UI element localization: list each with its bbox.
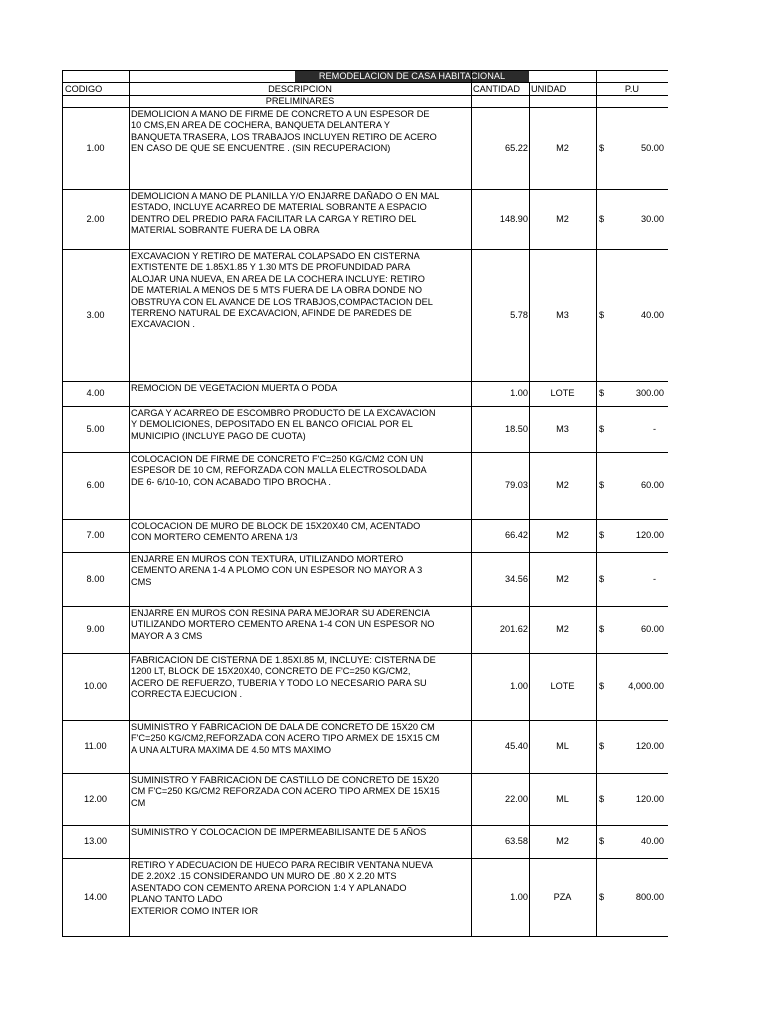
row-unit-price: 120.00 [635, 741, 664, 751]
header-cantidad: CANTIDAD [473, 84, 520, 94]
row-description: SUMINISTRO Y FABRICACION DE DALA DE CONCRETO DE 15X20 CM F'C=250 KG/CM2,REFORZADA CON ACERO TIPO ARMEX DE 15X15 CM A UNA ALTURA MAXIMA DE 4.50 MTS MAXIMO [131, 722, 440, 755]
row-code: 6.00 [86, 480, 105, 490]
grid-vline [471, 70, 472, 82]
row-unit-price: 30.00 [641, 213, 664, 224]
grid-hline [62, 82, 668, 83]
grid-hline [62, 825, 668, 826]
row-quantity: 148.90 [499, 213, 528, 224]
row-quantity: 79.03 [505, 480, 528, 490]
table-row [0, 653, 768, 720]
grid-hline [62, 107, 668, 108]
row-currency: $ [599, 213, 605, 224]
row-description: DEMOLICION A MANO DE PLANILLA Y/O ENJARRE DAÑADO O EN MAL ESTADO, INCLUYE ACARREO DE MATERIAL SOBRANTE A ESPACIO DENTRO DEL PREDIO PARA FACILITAR LA CARGA Y RETIRO DEL MATERIAL SOBRANTE FUERA DE LA OBRA [131, 191, 440, 236]
row-code: 11.00 [84, 741, 107, 751]
row-unit-price: - [652, 423, 656, 434]
row-quantity: 45.40 [505, 741, 528, 751]
grid-hline [62, 720, 668, 721]
row-unit: M2 [556, 213, 569, 224]
row-description: SUMINISTRO Y COLOCACION DE IMPERMEABILISANTE DE 5 AÑOS [131, 827, 427, 837]
row-currency: $ [599, 423, 605, 434]
row-quantity: 65.22 [505, 142, 528, 153]
row-code: 3.00 [86, 309, 105, 320]
row-unit-price: - [652, 573, 656, 584]
row-description: ENJARRE EN MUROS CON TEXTURA, UTILIZANDO MORTERO CEMENTO ARENA 1-4 A PLOMO CON UN ESPESOR NO MAYOR A 3 CMS [131, 554, 423, 587]
row-unit: M3 [556, 309, 569, 320]
row-currency: $ [599, 836, 605, 846]
row-unit: LOTE [550, 388, 575, 398]
row-quantity: 1.00 [510, 388, 528, 398]
row-code: 7.00 [86, 530, 105, 540]
row-unit: M2 [556, 836, 569, 846]
grid-hline [62, 519, 668, 520]
row-currency: $ [599, 573, 605, 584]
row-description: SUMINISTRO Y FABRICACION DE CASTILLO DE CONCRETO DE 15X20 CM F'C=250 KG/CM2 REFORZADA CON ACERO TIPO ARMEX DE 15X15 CM [131, 775, 440, 808]
row-unit-price: 50.00 [641, 142, 664, 153]
table-row [0, 381, 768, 406]
grid-hline [62, 406, 668, 407]
row-unit: LOTE [550, 681, 575, 691]
header-descripcion: DESCRIPCION [268, 84, 332, 94]
row-unit: ML [556, 793, 569, 804]
grid-vline [471, 82, 472, 937]
row-description: CARGA Y ACARREO DE ESCOMBRO PRODUCTO DE LA EXCAVACION Y DEMOLICIONES, DEPOSITADO EN EL BANCO OFICIAL POR EL MUNICIPIO (INCLUYE PAGO DE CUOTA) [131, 408, 436, 441]
table-row [0, 606, 768, 653]
row-currency: $ [599, 741, 605, 751]
header-codigo: CODIGO [65, 84, 103, 94]
row-unit-price: 40.00 [641, 836, 664, 846]
row-unit-price: 300.00 [635, 388, 664, 398]
row-quantity: 34.56 [505, 573, 528, 584]
row-description: REMOCION DE VEGETACION MUERTA O PODA [131, 383, 338, 393]
header-unidad: UNIDAD [531, 84, 567, 94]
table-row [0, 773, 768, 825]
grid-vline [529, 82, 530, 937]
row-description: RETIRO Y ADECUACION DE HUECO PARA RECIBIR VENTANA NUEVA DE 2.20X2 .15 CONSIDERANDO UN MURO DE .80 X 2.20 MTS ASENTADO CON CEMENTO ARENA PORCION 1:4 Y APLANADO PLANO TANTO LADO EXTERIOR COMO INTER IOR [131, 860, 433, 916]
grid-hline [62, 773, 668, 774]
section-label: PRELIMINARES [265, 96, 335, 106]
row-unit-price: 120.00 [635, 793, 664, 804]
row-currency: $ [599, 681, 605, 691]
row-unit-price: 60.00 [641, 624, 664, 634]
row-currency: $ [599, 530, 605, 540]
row-unit: M2 [556, 480, 569, 490]
grid-hline [62, 653, 668, 654]
grid-hline [62, 381, 668, 382]
row-unit: M2 [556, 530, 569, 540]
grid-hline [62, 249, 668, 250]
row-quantity: 63.58 [505, 836, 528, 846]
row-code: 8.00 [86, 573, 105, 584]
row-currency: $ [599, 142, 605, 153]
row-code: 4.00 [86, 388, 105, 398]
header-pu: P.U [624, 84, 640, 94]
table-row [0, 720, 768, 773]
row-currency: $ [599, 793, 605, 804]
table-row [0, 452, 768, 519]
row-code: 14.00 [84, 891, 107, 902]
table-row [0, 519, 768, 552]
sheet-title: REMODELACION DE CASA HABITACIONAL [295, 70, 529, 82]
row-unit: M2 [556, 573, 569, 584]
row-description: ENJARRE EN MUROS CON RESINA PARA MEJORAR SU ADERENCIA UTILIZANDO MORTERO CEMENTO ARENA 1-4 CON UN ESPESOR NO MAYOR A 3 CMS [131, 608, 435, 641]
row-code: 1.00 [86, 142, 105, 153]
row-description: EXCAVACION Y RETIRO DE MATERAL COLAPSADO EN CISTERNA EXTISTENTE DE 1.85X1.85 Y 1.30 MTS DE PROFUNDIDAD PARA ALOJAR UNA NUEVA, EN AREA DE LA COCHERA INCLUYE: RETIRO DE MATERIAL A MENOS DE 5 MTS FUERA DE LA OBRA DONDE NO OBSTRUYA CON EL AVANCE DE LOS TRABJOS,COMPACTACION DEL TERRENO NATURAL DE EXCAVACION, AFINDE DE PAREDES DE EXCAVACION . [131, 251, 433, 330]
row-code: 5.00 [86, 423, 105, 434]
grid-vline [129, 70, 130, 937]
row-description: FABRICACION DE CISTERNA DE 1.85XI.85 M, INCLUYE: CISTERNA DE 1200 LT, BLOCK DE 15X20X40, CONCRETO DE F'C=250 KG/CM2, ACERO DE REFUERZO, TUBERIA Y TODO LO NECESARIO PARA SU CORRECTA EJECUCION . [131, 655, 436, 700]
row-currency: $ [599, 624, 605, 634]
row-unit: ML [556, 741, 569, 751]
row-currency: $ [599, 891, 605, 902]
grid-vline [596, 70, 597, 937]
row-unit: M2 [556, 624, 569, 634]
table-row [0, 107, 768, 189]
grid-hline [62, 95, 668, 96]
row-quantity: 1.00 [510, 681, 528, 691]
row-currency: $ [599, 388, 605, 398]
row-unit-price: 60.00 [641, 480, 664, 490]
row-quantity: 201.62 [499, 624, 528, 634]
grid-hline [62, 936, 668, 937]
grid-hline [62, 452, 668, 453]
row-quantity: 1.00 [510, 891, 528, 902]
row-unit: PZA [553, 891, 572, 902]
row-unit-price: 40.00 [641, 309, 664, 320]
row-quantity: 22.00 [505, 793, 528, 804]
row-quantity: 66.42 [505, 530, 528, 540]
grid-hline [62, 858, 668, 859]
row-code: 12.00 [84, 793, 107, 804]
row-unit: M3 [556, 423, 569, 434]
row-unit: M2 [556, 142, 569, 153]
row-code: 10.00 [84, 681, 107, 691]
row-code: 13.00 [84, 836, 107, 846]
table-row [0, 825, 768, 858]
grid-hline [62, 606, 668, 607]
table-row [0, 858, 768, 936]
row-unit-price: 800.00 [635, 891, 664, 902]
row-code: 2.00 [86, 213, 105, 224]
table-row [0, 406, 768, 452]
row-description: DEMOLICION A MANO DE FIRME DE CONCRETO A UN ESPESOR DE 10 CMS,EN AREA DE COCHERA, BANQUETA DELANTERA Y BANQUETA TRASERA, LOS TRABAJOS INCLUYEN RETIRO DE ACERO EN CASO DE QUE SE ENCUENTRE . (SIN RECUPERACION) [131, 109, 437, 154]
row-description: COLOCACION DE MURO DE BLOCK DE 15X20X40 CM, ACENTADO CON MORTERO CEMENTO ARENA 1/3 [131, 521, 421, 543]
row-quantity: 5.78 [510, 309, 528, 320]
grid-hline [62, 189, 668, 190]
grid-hline [62, 70, 668, 71]
table-row [0, 552, 768, 606]
row-description: COLOCACION DE FIRME DE CONCRETO F'C=250 KG/CM2 CON UN ESPESOR DE 10 CM, REFORZADA CON MALLA ELECTROSOLDADA DE 6- 6/10-10, CON ACABADO TIPO BROCHA . [131, 454, 427, 487]
table-row [0, 189, 768, 249]
grid-hline [62, 552, 668, 553]
table-row [0, 249, 768, 381]
row-code: 9.00 [86, 624, 105, 634]
row-quantity: 18.50 [505, 423, 528, 434]
row-currency: $ [599, 309, 605, 320]
row-unit-price: 120.00 [635, 530, 664, 540]
row-currency: $ [599, 480, 605, 490]
row-unit-price: 4,000.00 [628, 681, 664, 691]
grid-vline [62, 70, 63, 937]
